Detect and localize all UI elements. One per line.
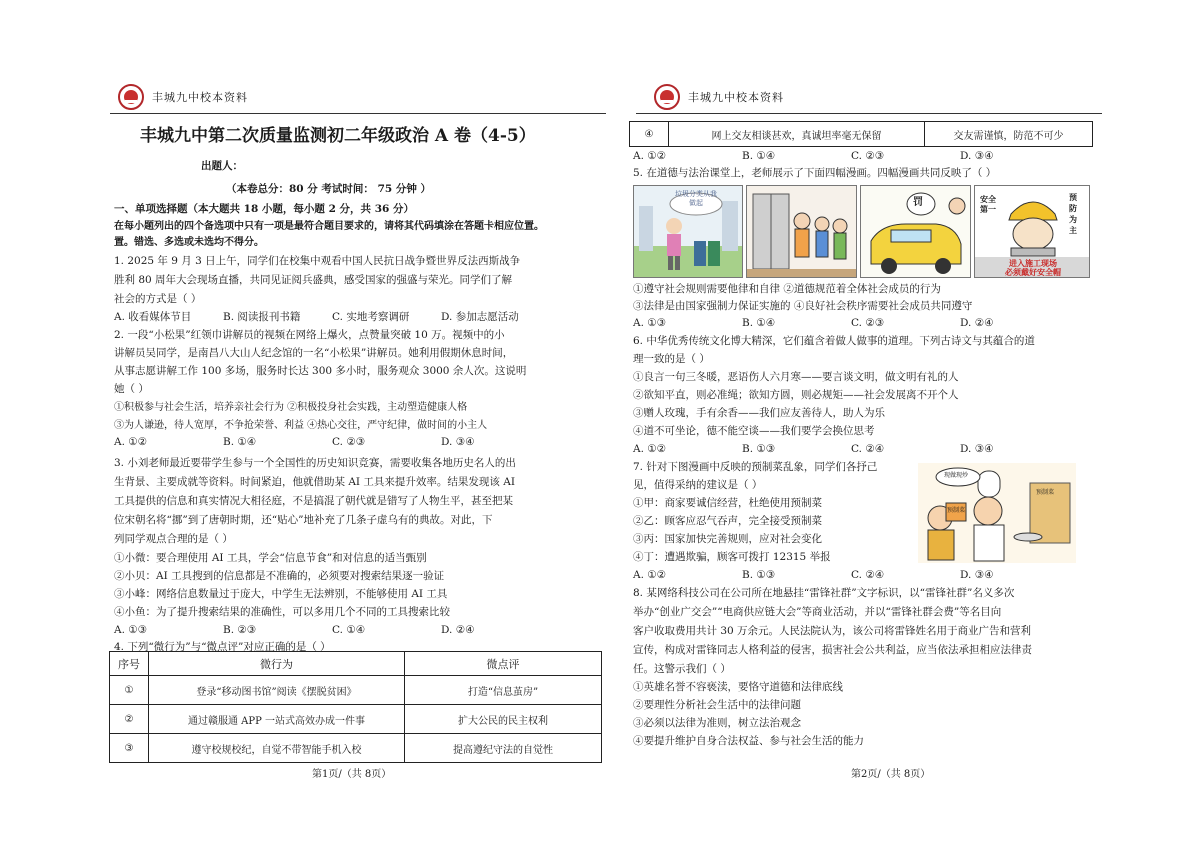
q6-statement: ③赠人玫瑰，手有余香——我们应友善待人，助人为乐 [633, 407, 885, 419]
q1-option-a[interactable]: A. 收看媒体节目 [114, 311, 192, 323]
q6-statement: ②欲知平直，则必准绳；欲知方圆，则必规矩——社会发展离不开个人 [633, 389, 959, 401]
q4-stem: 4. 下列“微行为”与“微点评”对应正确的是（ ） [114, 641, 331, 653]
q8-statement: ④要提升维护自身合法权益、参与社会生活的能力 [633, 735, 864, 747]
q8-statement: ①英雄名誉不容亵渎，要恪守道德和法律底线 [633, 681, 843, 693]
q3-option-d[interactable]: D. ②④ [441, 624, 475, 636]
q8-line: 举办“创业广交会”“电商供应链大会”等商业活动，并以“雷锋社群会费”等名目向 [633, 606, 1002, 618]
q7-option-c[interactable]: C. ②④ [851, 569, 885, 581]
q5-option-a[interactable]: A. ①③ [633, 317, 667, 329]
q8-line: 8. 某网络科技公司在公司所在地悬挂“雷锋社群”文字标识，以“雷锋社群”名义多次 [633, 587, 1015, 599]
comic-bubble-text: 现做现炒 [944, 472, 969, 479]
q5-option-d[interactable]: D. ②④ [960, 317, 994, 329]
q3-option-b[interactable]: B. ②③ [223, 624, 257, 636]
comic-ticket-stamp: 罚 [913, 197, 923, 208]
q5-option-c[interactable]: C. ②③ [851, 317, 885, 329]
q2-line: 2. 一段“小松果”红领巾讲解员的视频在网络上爆火，点赞量突破 10 万。视频中的小 [114, 329, 505, 341]
comic-warning-2: 必须戴好安全帽 [1005, 267, 1061, 277]
q3-statement: ③小峰：网络信息数量过于庞大，中学生无法辨别，不能够使用 AI 工具 [114, 588, 448, 600]
q1-line: 1. 2025 年 9 月 3 日上午，同学们在校集中观看中国人民抗日战争暨世界反法西斯战争 [114, 255, 521, 267]
instructions-line-2: 置。错选、多选或未选均不得分。 [114, 237, 264, 248]
q4-option-d[interactable]: D. ③④ [960, 150, 994, 162]
q1-options [114, 309, 550, 326]
q5-statement: ①遵守社会规则需要他律和自律 ②道德规范着全体社会成员的行为 [633, 283, 941, 295]
q3-option-a[interactable]: A. ①③ [114, 624, 148, 636]
q2-options [114, 434, 550, 451]
q7-option-b[interactable]: B. ①③ [742, 569, 776, 581]
school-seal-logo [118, 84, 144, 110]
q7-line: 7. 针对下图漫画中反映的预制菜乱象，同学们各抒己 [633, 461, 878, 473]
author-label: 出题人： [201, 160, 243, 172]
q7-statement: ②乙：顾客应忍气吞声，完全接受预制菜 [633, 515, 822, 527]
table-row [630, 122, 1093, 147]
q8-statement: ③必须以法律为准则，树立法治观念 [633, 717, 801, 729]
q4-option-c[interactable]: C. ②③ [851, 150, 885, 162]
q2-line: 从事志愿讲解工作 100 多场，服务时长达 300 多小时，服务观众 3000 余人次。这说明 [114, 365, 527, 377]
q6-statement: ④道不可坐论，德不能空谈——我们要学会换位思考 [633, 425, 875, 437]
q4-options [633, 148, 1069, 165]
q8-line: 客户收取费用共计 30 万余元。人民法院认为，该公司将雷锋姓名用于商业广告和营利 [633, 625, 1032, 637]
q5-statement: ③法律是由国家强制力保证实施的 ④良好社会秩序需要社会成员共同遵守 [633, 300, 973, 312]
score-time: （本卷总分：80 分 考试时间： 75 分钟 ） [226, 183, 432, 195]
q3-line: 工具提供的信息和真实情况大相径庭，不是搞混了朝代就是错写了人物生平，甚至把某 [114, 495, 513, 507]
q6-line: 理一致的是（ ） [633, 353, 710, 365]
comic-sign-text: 垃圾分类从我做起 [675, 190, 717, 207]
page-2 [600, 0, 1200, 849]
q3-line: 生背景、主要成就等资料。时间紧迫，他就借助某 AI 工具来提升效率。结果发现该 AI [114, 476, 515, 488]
school-name: 丰城九中校本资料 [688, 91, 784, 104]
q5-options [633, 315, 1069, 332]
q7-statement: ③丙：国家加快完善规则，应对社会变化 [633, 533, 822, 545]
q4-option-b[interactable]: B. ①④ [742, 150, 776, 162]
q6-option-c[interactable]: C. ②④ [851, 443, 885, 455]
q3-options [114, 622, 550, 639]
header-divider [636, 113, 1102, 114]
q2-option-a[interactable]: A. ①② [114, 436, 148, 448]
table-header: 序号 [110, 652, 149, 676]
q6-option-d[interactable]: D. ③④ [960, 443, 994, 455]
school-name: 丰城九中校本资料 [152, 91, 248, 104]
table-header-row [110, 652, 602, 676]
q7-line: 见，值得采纳的建议是（ ） [633, 479, 763, 491]
table-cell: ① [110, 676, 149, 705]
q3-line: 列同学观点合理的是（ ） [114, 533, 233, 545]
q2-line: 她（ ） [114, 383, 149, 395]
q8-line: 任。这警示我们（ ） [633, 663, 731, 675]
q6-statement: ①良言一句三冬暖，恶语伤人六月寒——要言谈文明，做文明有礼的人 [633, 371, 959, 383]
comic-garbage-sorting [633, 185, 743, 278]
q7-options [633, 567, 1069, 584]
q2-option-d[interactable]: D. ③④ [441, 436, 475, 448]
q1-line: 胜利 80 周年大会现场直播，共同见证阅兵盛典，感受国家的强盛与荣光。同学们了解 [114, 274, 513, 286]
table-cell: 通过赣服通 APP 一站式高效办成一件事 [149, 705, 405, 734]
q4-table [109, 651, 602, 763]
table-cell: 提高遵纪守法的自觉性 [405, 734, 602, 763]
q2-statement: ③为人谦逊，待人宽厚，不争抢荣誉、利益 ④热心交往，严守纪律，做时间的小主人 [114, 420, 488, 431]
q6-options [633, 441, 1069, 458]
q3-option-c[interactable]: C. ①④ [332, 624, 366, 636]
q3-line: 3. 小刘老师最近要带学生参与一个全国性的历史知识竞赛，需要收集各地历史名人的出 [114, 457, 516, 469]
q3-line: 位宋朝名将“挪”到了唐朝时期，还“贴心”地补充了几条子虚乌有的典故。对此，下 [114, 514, 493, 526]
page-header [118, 81, 248, 113]
q5-stem: 5. 在道德与法治课堂上，老师展示了下面四幅漫画。四幅漫画共同反映了（ ） [633, 167, 997, 179]
table-cell: ③ [110, 734, 149, 763]
table-cell: 扩大公民的民主权利 [405, 705, 602, 734]
q3-statement: ②小贝：AI 工具搜到的信息都是不准确的，必须要对搜索结果逐一验证 [114, 570, 445, 582]
exam-title: 丰城九中第二次质量监测初二年级政治 A 卷（4-5） [140, 126, 536, 146]
table-cell: 打造“信息茧房” [405, 676, 602, 705]
q7-option-d[interactable]: D. ③④ [960, 569, 994, 581]
q2-statement: ①积极参与社会生活，培养亲社会行为 ②积极投身社会实践，主动塑造健康人格 [114, 402, 468, 413]
comic-warning-1: 进入施工现场 [1009, 258, 1057, 268]
q7-statement: ④丁：遭遇欺骗，顾客可拨打 12315 举报 [633, 551, 831, 563]
table-cell: 网上交友相谈甚欢，真诚坦率毫无保留 [669, 122, 925, 147]
comic-safety-helmet [974, 185, 1090, 278]
table-cell: ② [110, 705, 149, 734]
q6-option-a[interactable]: A. ①② [633, 443, 667, 455]
school-seal-logo [654, 84, 680, 110]
q1-option-b[interactable]: B. 阅读报刊书籍 [223, 311, 301, 323]
section-title: 一、单项选择题（本大题共 18 小题，每小题 2 分，共 36 分） [114, 203, 414, 215]
comic-elevator-queue [746, 185, 857, 278]
q6-option-b[interactable]: B. ①③ [742, 443, 776, 455]
comic-prepared-food [918, 463, 1076, 563]
table-cell: 登录“移动图书馆”阅读《摆脱贫困》 [149, 676, 405, 705]
comic-slogan-left: 安全第一 [980, 194, 996, 214]
q1-option-d[interactable]: D. 参加志愿活动 [441, 311, 519, 323]
page-footer: 第2页/（共 8页） [851, 769, 931, 780]
comic-prepared-food-illustration [918, 463, 1076, 563]
q1-option-c[interactable]: C. 实地考察调研 [332, 311, 410, 323]
instructions-line-1: 在每小题列出的四个备选项中只有一项是最符合题目要求的，请将其代码填涂在答题卡相应位置。 [114, 221, 544, 232]
q7-option-a[interactable]: A. ①② [633, 569, 667, 581]
page-header [654, 81, 784, 113]
comic-bag-label: 预制菜 [1036, 489, 1055, 496]
q1-line: 社会的方式是（ ） [114, 293, 202, 305]
table-cell: 交友需谨慎，防范不可少 [925, 122, 1093, 147]
q2-option-c[interactable]: C. ②③ [332, 436, 366, 448]
q2-line: 讲解员吴同学，是南昌八大山人纪念馆的一名“小松果”讲解员。她利用假期休息时间， [114, 347, 514, 359]
q3-statement: ④小鱼：为了提升搜索结果的准确性，可以多用几个不同的工具搜索比较 [114, 606, 450, 618]
q7-statement: ①甲：商家要诚信经营，杜绝使用预制菜 [633, 497, 822, 509]
table-header: 微行为 [149, 652, 405, 676]
q8-statement: ②要理性分析社会生活中的法律问题 [633, 699, 801, 711]
comic-box-label: 预制菜 [947, 507, 966, 514]
q3-statement: ①小微：要合理使用 AI 工具，学会“信息节食”和对信息的适当甄别 [114, 552, 427, 564]
q8-line: 宣传，构成对雷锋同志人格利益的侵害，损害社会公共利益，应当依法承担相应法律责 [633, 644, 1032, 656]
comic-parking-ticket [860, 185, 971, 278]
table-header: 微点评 [405, 652, 602, 676]
header-divider [110, 113, 606, 114]
q5-option-b[interactable]: B. ①④ [742, 317, 776, 329]
q4-table-continued [629, 121, 1093, 147]
q4-option-a[interactable]: A. ①② [633, 150, 667, 162]
table-cell: ④ [630, 122, 669, 147]
table-cell: 遵守校规校纪，自觉不带智能手机入校 [149, 734, 405, 763]
q2-option-b[interactable]: B. ①④ [223, 436, 257, 448]
q6-line: 6. 中华优秀传统文化博大精深，它们蕴含着做人做事的道理。下列古诗文与其蕴合的道 [633, 335, 1035, 347]
table-row [110, 734, 602, 763]
table-row [110, 676, 602, 705]
comic-slogan-right: 预防为主 [1069, 192, 1077, 235]
comic-elevator-queue-illustration [747, 186, 857, 278]
page-footer: 第1页/（共 8页） [312, 769, 392, 780]
table-row [110, 705, 602, 734]
